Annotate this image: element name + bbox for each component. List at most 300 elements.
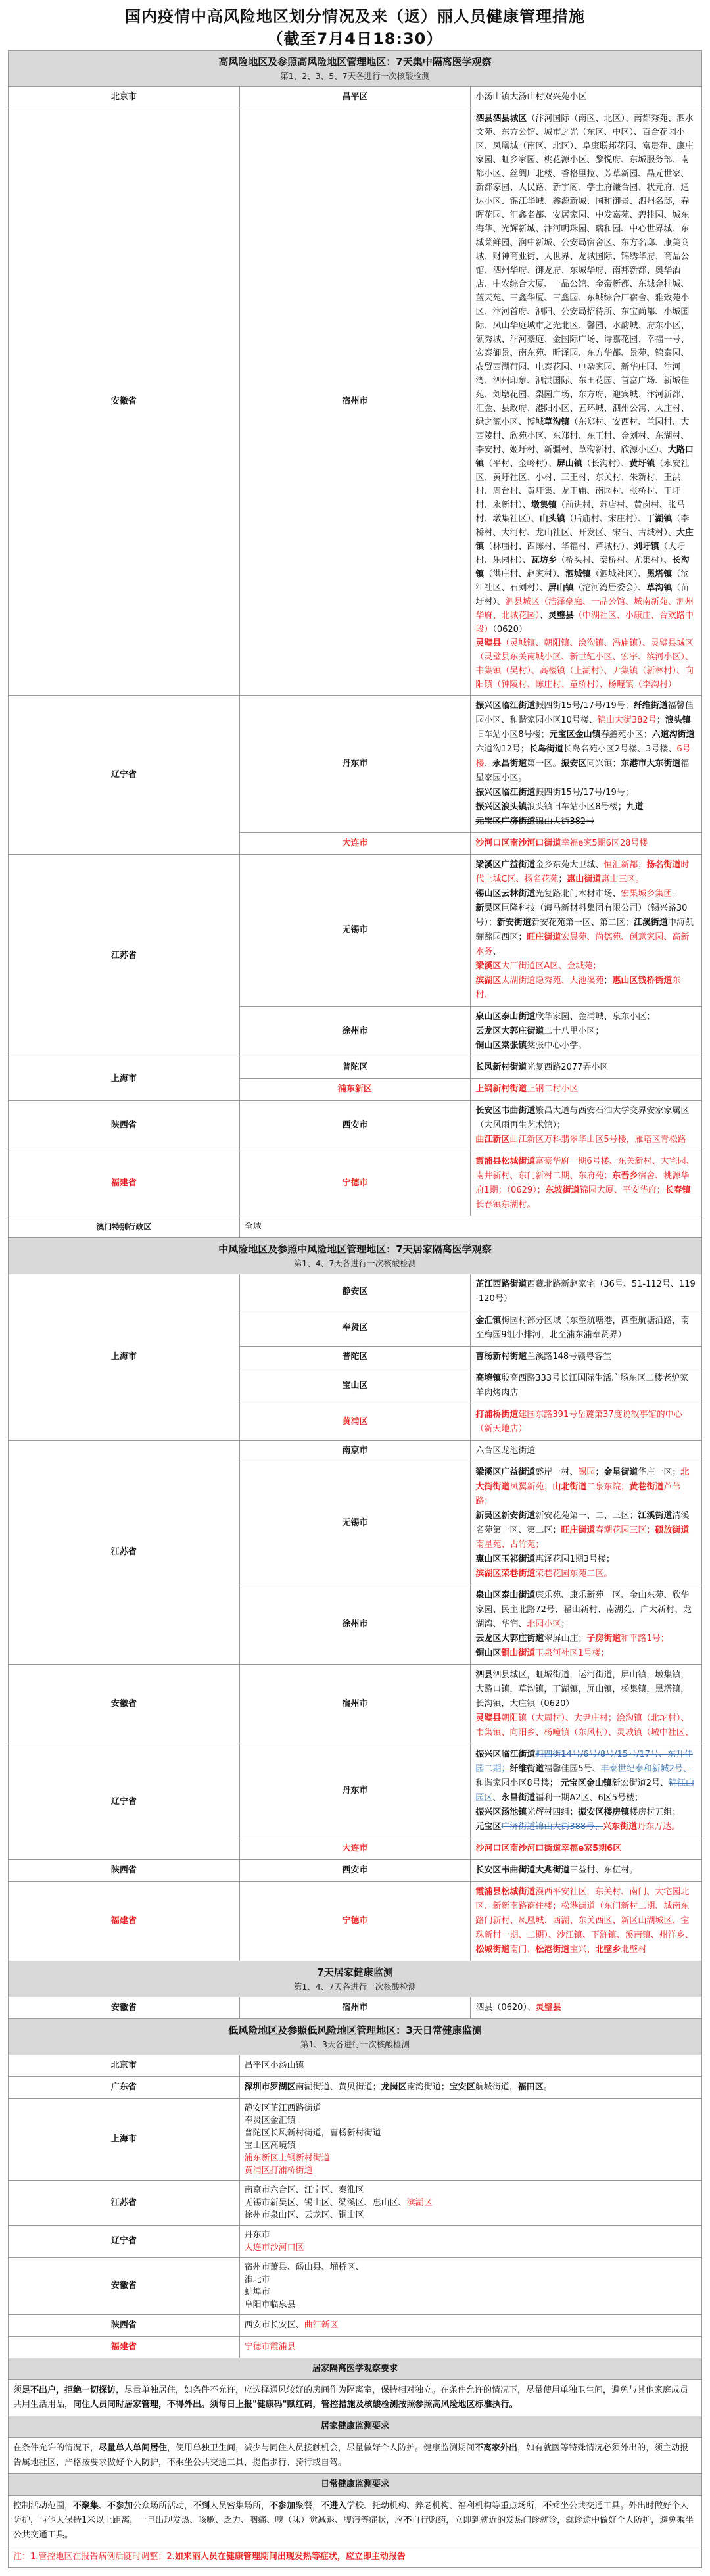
area-text: 滨湖区 bbox=[475, 976, 502, 986]
province-cell: 澳门特别行政区 bbox=[9, 1216, 240, 1238]
city-cell: 西安市 bbox=[239, 1101, 471, 1151]
area-text: 韦集镇 bbox=[475, 1728, 502, 1738]
area-cell bbox=[471, 1882, 702, 1961]
area-text: 、 bbox=[492, 1793, 502, 1803]
area-text: 大兆街道 bbox=[535, 1865, 570, 1875]
area-text: 惠山街道 bbox=[567, 874, 602, 884]
province-cell: 江苏省 bbox=[9, 855, 240, 1057]
requirement-text: 不聚集 bbox=[73, 2501, 99, 2511]
home-monitor-subtitle: 第1、4、7天各进行一次核酸检测 bbox=[293, 1982, 417, 1992]
daily-monitoring-requirements-text bbox=[9, 2496, 702, 2546]
requirement-text: 公众场所活动， bbox=[133, 2501, 193, 2511]
area-text: 深圳市罗湖区 bbox=[244, 2082, 296, 2092]
province-cell: 陕西省 bbox=[9, 1101, 240, 1151]
daily-monitoring-requirements-title: 日常健康监测要求 bbox=[9, 2474, 702, 2496]
area-text: （长沟村）、 bbox=[582, 459, 630, 469]
province-cell: 江苏省 bbox=[9, 2181, 240, 2226]
area-text: 灵璧县 bbox=[535, 2003, 561, 2013]
area-text: 三益村、东伍村。 bbox=[569, 1865, 638, 1875]
area-text: 北园小区 bbox=[527, 1619, 561, 1629]
area-text: 振兴区临江街道 bbox=[475, 701, 536, 711]
table-row bbox=[9, 2226, 702, 2258]
area-text: 繁昌大道与西安石油大学交界安家家属区（大风雨再生艺术馆）； bbox=[475, 1106, 690, 1130]
city-cell: 宿州市 bbox=[239, 108, 471, 696]
city-cell: 丹东市 bbox=[239, 1744, 471, 1838]
area-text: 翠屏山庄； bbox=[544, 1634, 587, 1644]
area-text: 长春镇东湖村。 bbox=[475, 1200, 536, 1210]
area-text: 汤池镇 bbox=[501, 1807, 527, 1817]
low-risk-title: 低风险地区及参照低风险地区管理地区：3天日常健康监测 bbox=[228, 2024, 482, 2036]
area-text: 惠山三区。 bbox=[601, 874, 644, 884]
area-text: ；九道 bbox=[617, 802, 644, 812]
area-cell bbox=[239, 2226, 701, 2258]
area-text: 梁溪区 bbox=[475, 961, 502, 971]
area-text: 铜山区 bbox=[475, 1648, 502, 1658]
area-line: 宿州市萧县、砀山县、埇桥区、 bbox=[244, 2262, 364, 2272]
area-text: 锦山大街388号、 bbox=[535, 1822, 604, 1832]
city-cell: 普陀区 bbox=[239, 1057, 471, 1079]
area-text: （灵城镇、朝阳镇、浍沟镇、冯庙镇） bbox=[501, 638, 642, 648]
area-text: 锦山大街382号 bbox=[535, 817, 595, 826]
area-cell: 全域 bbox=[239, 1216, 701, 1238]
province-cell: 安徽省 bbox=[9, 1997, 240, 2019]
high-risk-title: 高风险地区及参照高风险地区管理地区：7天集中隔离医学观察 bbox=[218, 56, 492, 68]
area-cell bbox=[471, 1274, 702, 1310]
table-row bbox=[9, 696, 702, 833]
province-cell: 上海市 bbox=[9, 2099, 240, 2181]
area-text: （洪庄村、赵家村）、 bbox=[484, 569, 565, 579]
area-text: 灵璧县 bbox=[475, 1713, 502, 1723]
area-text: （0620） bbox=[492, 625, 527, 634]
area-text: 振四街15号/17号/19号； bbox=[535, 701, 634, 711]
area-text: 梁溪区广益街道 bbox=[475, 860, 536, 870]
table-row bbox=[9, 1151, 702, 1216]
area-text: 太湖街道隐秀苑、大池溪苑 bbox=[501, 976, 604, 986]
area-text: 新安花苑第一区、第二区； bbox=[531, 918, 634, 928]
area-text: （沱河湾居委会）、 bbox=[573, 583, 647, 593]
table-row bbox=[9, 1441, 702, 1462]
area-text: 新安街道 bbox=[501, 1511, 536, 1521]
area-text: 铜山区棠张镇 bbox=[475, 1041, 527, 1051]
area-text: 福田区 bbox=[517, 2082, 544, 2092]
area-text: （后庙村、宋庄村）、 bbox=[565, 514, 647, 524]
requirement-row bbox=[9, 2496, 702, 2546]
area-line: 黄浦区打浦桥街道 bbox=[244, 2166, 313, 2176]
area-text: 杨疃镇 bbox=[544, 1728, 570, 1738]
area-text: 曹杨新村街道 bbox=[475, 1352, 527, 1362]
area-text: 南湾街道； bbox=[406, 2082, 450, 2092]
area-text: ； bbox=[561, 1619, 570, 1629]
area-text: 兴东街道 bbox=[603, 1822, 638, 1832]
area-cell bbox=[471, 1404, 702, 1441]
area-text: 福星家园小区。 bbox=[475, 759, 690, 783]
area-text: 上钢新村街道 bbox=[475, 1084, 527, 1094]
area-text: 草沟镇 bbox=[646, 583, 673, 593]
high-risk-header bbox=[9, 51, 702, 87]
home-quarantine-requirements-title: 居家隔离医学观察要求 bbox=[9, 2358, 702, 2380]
table-row bbox=[9, 1665, 702, 1744]
area-cell: 宁德市霞浦县 bbox=[239, 2337, 701, 2358]
area-text: 、 bbox=[492, 947, 502, 957]
area-text: 灵璧县 bbox=[548, 611, 574, 621]
area-text: 松城街道 bbox=[475, 1945, 510, 1955]
area-text: 黑塔镇 bbox=[646, 569, 673, 579]
area-line: 阜阳市临泉县 bbox=[244, 2300, 296, 2310]
table-row bbox=[9, 1057, 702, 1079]
city-cell: 宿州市 bbox=[239, 1997, 471, 2019]
home-monitor-header-row bbox=[9, 1961, 702, 1997]
area-text: 巨隆科技（海马新材料集团有限公司）（锡兴路30号）； bbox=[475, 903, 688, 928]
area-cell bbox=[471, 1744, 702, 1838]
area-text: 东坡街道 bbox=[545, 1185, 580, 1195]
area-text: 长沟镇 bbox=[475, 556, 690, 579]
area-text: 新安花苑第一、二、三区； bbox=[535, 1511, 638, 1521]
area-text: 宝兴、 bbox=[569, 1945, 596, 1955]
note-text: 如来丽人员在健康管理期间出现发热等症状，应立即主动报告 bbox=[174, 2552, 406, 2562]
area-text: 东关村 bbox=[595, 1887, 621, 1897]
area-text: 惠泽花园1期3号楼； bbox=[535, 1554, 615, 1564]
city-cell: 宿州市 bbox=[239, 1665, 471, 1744]
area-text: 长风新村街道 bbox=[475, 1062, 527, 1072]
area-cell bbox=[471, 1347, 702, 1368]
area-text: 恒汇新都 bbox=[604, 860, 638, 870]
area-text: 江溪街道 bbox=[633, 918, 668, 928]
province-cell: 安徽省 bbox=[9, 1665, 240, 1744]
table-row bbox=[9, 2337, 702, 2358]
province-cell: 辽宁省 bbox=[9, 2226, 240, 2258]
mid-risk-header-row bbox=[9, 1238, 702, 1274]
area-text: 南门、 bbox=[509, 1945, 536, 1955]
area-text: （0620） bbox=[535, 1699, 575, 1709]
requirement-text: 不 bbox=[543, 2501, 552, 2511]
province-cell: 辽宁省 bbox=[9, 696, 240, 855]
mid-risk-header bbox=[9, 1238, 702, 1274]
area-line: 浦东新区上钢新村街道 bbox=[244, 2153, 330, 2163]
area-text: 6号楼 bbox=[475, 744, 691, 769]
area-text: 旧车站小区8号楼； bbox=[475, 730, 550, 740]
area-cell: 昌平区小汤山镇 bbox=[239, 2055, 701, 2077]
area-text: 棠张中心小学。 bbox=[527, 1041, 587, 1051]
table-row bbox=[9, 2258, 702, 2315]
area-text: 宏果城乡集团 bbox=[621, 889, 673, 899]
area-text: 光辉村四组； bbox=[527, 1807, 579, 1817]
area-text: 南湖街道、黄贝街道； bbox=[295, 2082, 381, 2092]
city-cell: 南京市 bbox=[239, 1441, 471, 1462]
area-text: 长安区 bbox=[475, 1865, 502, 1875]
area-text: 锡园 bbox=[578, 1467, 596, 1477]
area-text: 梅园村部分区域（东至航塘港，西至航塘沿路，南至梅园9组小排河，北至浦东浦奉贤界） bbox=[475, 1316, 690, 1340]
area-cell bbox=[471, 1860, 702, 1882]
city-cell: 静安区 bbox=[239, 1274, 471, 1310]
area-text: 长岛名苑小区2号楼、3号楼、 bbox=[563, 744, 677, 754]
area-text: （滨江社区、石刘村）、 bbox=[475, 569, 690, 593]
area-text: 西安市长安区、 bbox=[244, 2320, 304, 2330]
area-cell bbox=[471, 1310, 702, 1347]
area-text: 六道沟街道 bbox=[651, 730, 695, 740]
table-row bbox=[9, 1882, 702, 1961]
area-text: 欣华家园、金浦城、泉东小区； bbox=[535, 1012, 655, 1022]
requirement-text: 乘坐公共交通工具。外出时做好个人防护，与他人保持1米以上距离，一旦出现发热、咳嗽、乏力、咽痛、嗅（味）觉减退、腹泻等症状，应 bbox=[13, 2501, 689, 2525]
province-cell: 上海市 bbox=[9, 1057, 240, 1101]
area-cell: 沙河口区南沙河口街道幸福e家5期6区 bbox=[471, 1838, 702, 1860]
area-text: 大庄镇 bbox=[475, 528, 694, 552]
area-text: （东门新村二期、城南东路门新村、凤凰城、西湖、东关西区、新区山湖城区、宝珠新村一期、二期）、沙江镇、下浒镇、溪南镇、州洋乡、 bbox=[475, 1901, 694, 1940]
area-text: 纤维街道 bbox=[509, 1764, 544, 1774]
area-text: （大圩村、乐园村）、 bbox=[475, 542, 685, 565]
area-line: 普陀区长风新村街道，曹杨新村街道 bbox=[244, 2128, 381, 2138]
area-text: 浪头镇旧车站小区8号楼 bbox=[527, 802, 618, 812]
area-text: 新吴区 bbox=[475, 903, 502, 913]
area-text: 光复路北门木材市场、 bbox=[535, 889, 621, 899]
province-cell: 福建省 bbox=[9, 1882, 240, 1961]
area-text: 霞浦县松城街道 bbox=[475, 1887, 536, 1897]
area-text: 大庄镇 bbox=[509, 1699, 536, 1709]
area-text: 建国东路391号岳麓第37度说故事馆的中心（新天地店） bbox=[475, 1410, 682, 1434]
table-row bbox=[9, 2315, 702, 2337]
city-cell: 昌平区 bbox=[239, 87, 471, 108]
area-text: 屏山镇 bbox=[548, 583, 574, 593]
requirement-text: 自行购药，立即到就近的发热门诊就诊，就诊途中做好个人防护，避免乘坐公共交通工具。 bbox=[13, 2516, 694, 2540]
home-monitoring-requirements-text bbox=[9, 2438, 702, 2474]
area-text: 草沟镇 bbox=[544, 417, 570, 427]
area-text: ； bbox=[558, 874, 567, 884]
area-cell bbox=[471, 1007, 702, 1057]
area-text: 二十八里小区； bbox=[544, 1026, 604, 1036]
area-text: 春鑫苑小区； bbox=[600, 730, 652, 740]
requirement-text: 学校、托幼机构、养老机构、福利机构等重点场所， bbox=[346, 2501, 544, 2511]
area-text: 高新水务 bbox=[475, 932, 690, 957]
area-text: （泗城社区）、 bbox=[590, 569, 647, 579]
area-text: 无锡市新吴区、锡山区、梁溪区、惠山区、 bbox=[244, 2198, 407, 2208]
area-text: 、 bbox=[539, 611, 548, 621]
area-text: 振安区 bbox=[578, 1807, 604, 1817]
city-cell: 大连市 bbox=[239, 1838, 471, 1860]
area-text: 六道沟12号； bbox=[475, 744, 529, 754]
area-text: 长春镇 bbox=[665, 1185, 691, 1195]
area-text: ； bbox=[656, 715, 665, 725]
mid-risk-subtitle: 第1、4、7天各进行一次核酸检测 bbox=[293, 1258, 417, 1268]
area-text: 南星苑、古竹苑； bbox=[475, 1540, 544, 1550]
area-line: 宝山区高境镇 bbox=[244, 2141, 296, 2151]
area-text: 锦江山园区 bbox=[475, 1778, 695, 1803]
area-text: 元宝区金山镇 bbox=[549, 730, 601, 740]
area-text: 福利一期A2区、6区5号楼； bbox=[535, 1793, 644, 1803]
area-line bbox=[245, 2197, 697, 2209]
area-text: 金汇镇 bbox=[475, 1316, 502, 1325]
table-row bbox=[9, 1997, 702, 2019]
requirement-header-row bbox=[9, 2474, 702, 2496]
area-text: 子房街道 bbox=[586, 1634, 621, 1644]
table-row bbox=[9, 855, 702, 1007]
page-title: 国内疫情中高风险地区划分情况及来（返）丽人员健康管理措施 bbox=[125, 7, 585, 26]
area-text: 新吴区 bbox=[475, 1511, 502, 1521]
table-row bbox=[9, 108, 702, 696]
area-text: （前进村、苏店村、黄岗村、张马村、墩集社区）、 bbox=[475, 500, 685, 524]
area-text: 、 bbox=[484, 759, 493, 769]
high-risk-header-row bbox=[9, 51, 702, 87]
area-text: （中湖社区、小康庄、合欢路中段） bbox=[475, 611, 694, 634]
area-text: （苗圩村）、 bbox=[475, 583, 690, 607]
requirement-text: 聚餐， bbox=[295, 2501, 321, 2511]
area-text: 、南门、大宅园北区、 bbox=[475, 1887, 690, 1911]
area-text: 高境镇 bbox=[475, 1373, 502, 1383]
city-cell: 丹东市 bbox=[239, 696, 471, 833]
home-monitor-header bbox=[9, 1961, 702, 1997]
requirement-text: ，使用单独卫生间，减少与同住人员接触机会，尽量做好个人防护。健康监测期间 bbox=[167, 2443, 475, 2453]
area-cell bbox=[471, 1057, 702, 1079]
area-text: 泉山区 bbox=[475, 1590, 502, 1600]
area-cell bbox=[471, 1997, 702, 2019]
table-row bbox=[9, 2099, 702, 2181]
area-text: 硕放街道 bbox=[655, 1525, 690, 1535]
low-risk-subtitle: 第1、3天各进行一次核酸检测 bbox=[300, 2039, 410, 2049]
area-text: 泗城镇 bbox=[565, 569, 591, 579]
table-row bbox=[9, 2055, 702, 2077]
area-text: （永安社区、黄圩社区、小村、三王村、东关村、朱新村、王洪村、周台村、黄圩集、龙王庙、南园村、张桥村、王圩村、永新村）、 bbox=[475, 459, 690, 510]
area-text: ； bbox=[595, 1467, 604, 1477]
area-text: 泗县 bbox=[475, 114, 493, 124]
area-text: 东村、 bbox=[475, 976, 681, 1000]
area-text: 扬名花苑 bbox=[524, 874, 559, 884]
province-cell: 北京市 bbox=[9, 87, 240, 108]
area-text: 钱桥街道 bbox=[638, 976, 673, 986]
area-text: 二泉东院； bbox=[586, 1482, 630, 1492]
area-text: 西藏北路新赵家宅（36号、51-112号、119-120号） bbox=[475, 1279, 696, 1304]
area-text: 元宝区广济街道 bbox=[475, 817, 536, 826]
area-text: 。 bbox=[543, 2082, 552, 2092]
city-cell: 徐州市 bbox=[239, 1007, 471, 1057]
requirement-text: ，如有就医等特殊情况必须外出的，须主动报告属地社区，严格按要求做好个人防护，不乘坐公共交通工具，提倡步行、骑行或自驾。 bbox=[13, 2443, 689, 2468]
area-text: 振兴区 bbox=[475, 1807, 502, 1817]
area-text: 黄圩镇 bbox=[629, 459, 655, 469]
area-text: 旺庄街道 bbox=[527, 932, 561, 942]
province-cell: 广东省 bbox=[9, 2077, 240, 2099]
area-text: 金星街道 bbox=[604, 1467, 638, 1477]
area-text: 宝安区 bbox=[449, 2082, 475, 2092]
area-text: 屏山镇 bbox=[556, 459, 582, 469]
area-text: 振兴区临江街道 bbox=[475, 1750, 536, 1759]
area-line: 丹东市 bbox=[244, 2230, 270, 2240]
area-text: 凤翼新苑； bbox=[509, 1482, 553, 1492]
area-text: 浪头镇 bbox=[665, 715, 691, 725]
area-cell bbox=[471, 696, 702, 833]
area-text: （汴河国际（南区、北区）、南都秀苑、泗水文苑、东方公馆、城市之光（东区、中区）、百合花园小区、凤凰城（南区、北区）、阜康联邦花园、富贵苑、康庄家园、虹乡家园、桃花源小区、黎悦府、东城服务部、南都小区、丝绸厂北楼、香格里拉、芳草新园、晶元世家、新都家园、人民路、新宇阁、学士府谦合园、状元府、通达小区、锦江华城、鑫源新城、国和御景、泗州名邸，春晖花园、汇鑫名都、安居家园、中发嘉苑、碧桂园、城东海华、光辉新城、汴河明珠园、瑞和园、中心世界城、东城菜鲜园、润中新城、公安局宿舍区、东方名邸、康美商城、财神商业街、大世界、龙城国际、锦绣华府、商品公馆、泗州华府、御龙府、东城华府、南邦新都、奥华酒店、中农综合大厦、一品公馆、金帝新都、东城金桂城、蓝天苑、三鑫华厦、三鑫园、东城综合厂宿舍、雅致苑小区、汴河首府、泗阳、公安局招待所、东宝尚都、小城国际、凤山华庭城市之光北区、馨园、水韵城、府东小区、领秀城、汴河豪庭、金国际广场、诗嘉花园、幸福一号、宏泰御景、南东苑、昕泽园、东方华都、景苑、锦泰园、农贸西湖荷园、电泰花园、电杂家园、新华庄园、汴河湾、泗州印象、泗洪国际、东田花园、首富广场、新城佳苑、刘墩花园、梨园广场、东方府、迎宾城、汴河新都、汇金、县政府、港阳小区、五环城、泗州公寓、大庄村、绿之源小区、博城 bbox=[475, 114, 694, 427]
area-line: 徐州市泉山区、云龙区、铜山区 bbox=[244, 2210, 364, 2220]
city-cell: 大连市 bbox=[239, 833, 471, 855]
area-text: 浍沟镇（北坨村）、 bbox=[616, 1713, 690, 1723]
requirement-text: 不离家外出 bbox=[475, 2443, 518, 2453]
area-text: 泗县（0620）、 bbox=[475, 2003, 536, 2013]
area-cell bbox=[471, 1101, 702, 1151]
table-row bbox=[9, 87, 702, 108]
table-row bbox=[9, 1744, 702, 1838]
area-cell bbox=[471, 1665, 702, 1744]
area-text: 霞浦县松城街道 bbox=[475, 1157, 536, 1166]
province-cell: 辽宁省 bbox=[9, 1744, 240, 1860]
area-text: 扬名街道 bbox=[646, 860, 681, 870]
high-risk-subtitle: 第1、2、3、5、7天各进行一次核酸检测 bbox=[280, 71, 430, 81]
area-text: 富豪华府一期6号楼、东关新村、大宅园、南井新村、东门新村二期、东府苑； bbox=[475, 1157, 695, 1181]
area-cell: 六合区龙池街道 bbox=[471, 1441, 702, 1462]
province-cell: 安徽省 bbox=[9, 108, 240, 696]
area-text: 云龙区 bbox=[475, 1634, 502, 1644]
area-text: 东港市大东街道 bbox=[621, 759, 681, 769]
area-cell bbox=[471, 1151, 702, 1216]
requirement-text: 控制活动范围， bbox=[13, 2501, 74, 2511]
city-cell: 徐州市 bbox=[239, 1585, 471, 1665]
province-cell: 安徽省 bbox=[9, 2258, 240, 2315]
area-text: 兰溪路148号赣粤客堂 bbox=[527, 1352, 612, 1362]
area-text: 振安区 bbox=[561, 759, 587, 769]
requirement-text: 在条件允许的情况下， bbox=[13, 2443, 99, 2453]
area-text: 长岛街道 bbox=[529, 744, 563, 754]
area-text: 荣巷街道 bbox=[501, 1569, 536, 1579]
area-text: 殷高西路333号长江国际生活广场东区二楼老炉家羊肉烤肉店 bbox=[475, 1373, 689, 1398]
risk-table bbox=[8, 50, 702, 2568]
city-cell: 西安市 bbox=[239, 1860, 471, 1882]
area-text: 荣巷花园东苑二区。 bbox=[535, 1569, 613, 1579]
area-cell bbox=[239, 2258, 701, 2315]
home-quarantine-requirements-text bbox=[9, 2380, 702, 2416]
area-text: 丰泰世纪泰和新城2号、 bbox=[600, 1764, 692, 1774]
area-text: 锦园大厦、平安华府； bbox=[579, 1185, 665, 1195]
footnote bbox=[9, 2546, 702, 2568]
area-text: 大郭庄街道 bbox=[501, 1634, 544, 1644]
area-text: 墩集镇 bbox=[531, 500, 557, 510]
area-cell bbox=[239, 2181, 701, 2226]
requirement-text: 人员密集场所， bbox=[210, 2501, 270, 2511]
area-text: ； bbox=[672, 889, 681, 899]
area-text: 光复西路2077弄小区 bbox=[527, 1062, 609, 1072]
area-text: （东郑村、安西村、兰园村、大西陵村、欣苑小区、东郑村、东王村、金刘村、东湖村、李安村、姬圩村、新疆村、草沟新村、欣源小区）、 bbox=[475, 417, 690, 455]
area-text: ； bbox=[638, 860, 647, 870]
table-row bbox=[9, 1274, 702, 1310]
area-text: 漫西平安社区， bbox=[535, 1887, 596, 1897]
requirement-text: ，尽量单独居住，如条件不允许，应选择通风较好的房间作为隔离室，保持相对独立。在条件允许的情况下，尽量使用单独卫生间，避免与其他家庭成员共用生活用品， bbox=[13, 2385, 689, 2410]
area-cell bbox=[471, 1462, 702, 1585]
area-text: 梁溪区广益街道 bbox=[475, 1467, 536, 1477]
requirement-text: 不参加 bbox=[107, 2501, 133, 2511]
city-cell: 普陀区 bbox=[239, 1347, 471, 1368]
area-text: 宏晨苑、尚德苑、创意家园、 bbox=[561, 932, 673, 942]
area-text: 福馨佳园5号、 bbox=[544, 1764, 601, 1774]
requirement-text: 、 bbox=[99, 2501, 108, 2511]
area-cell bbox=[239, 2077, 701, 2099]
area-text: 芷江西路街道 bbox=[475, 1279, 527, 1289]
city-cell: 无锡市 bbox=[239, 1462, 471, 1585]
low-risk-header bbox=[9, 2019, 702, 2055]
area-text: 新宏街道2号、 bbox=[611, 1778, 669, 1788]
province-cell: 陕西省 bbox=[9, 1860, 240, 1882]
city-cell: 宝山区 bbox=[239, 1368, 471, 1404]
area-text: （东风村）、灵城镇（城中社区、 bbox=[569, 1728, 694, 1738]
area-text: 金山镇 bbox=[586, 1778, 612, 1788]
area-text: 丹东万达。 bbox=[637, 1822, 680, 1832]
area-text: 铜山街道 bbox=[501, 1648, 536, 1658]
area-text: 大路口镇 bbox=[475, 445, 694, 469]
requirement-header-row bbox=[9, 2358, 702, 2380]
low-risk-header-row bbox=[9, 2019, 702, 2055]
area-text: 航城街道， bbox=[475, 2082, 518, 2092]
table-row bbox=[9, 2077, 702, 2099]
area-text: 中海凯骊酩园西区； bbox=[475, 918, 694, 942]
area-text: 泗县城区，虹城街道，运河街道，屏山镇，墩集镇，大路口镇，草沟镇，丁湖镇，屏山镇，杨集镇，黑塔镇，长沟镇， bbox=[475, 1670, 690, 1709]
requirement-text: 不参加 bbox=[270, 2501, 296, 2511]
area-text: 打浦桥街道 bbox=[475, 1410, 519, 1419]
home-monitoring-requirements-title: 居家健康监测要求 bbox=[9, 2416, 702, 2438]
area-text: 曲江新区 bbox=[304, 2320, 339, 2330]
area-text: 大厂街道区A区、金城苑； bbox=[501, 961, 602, 971]
